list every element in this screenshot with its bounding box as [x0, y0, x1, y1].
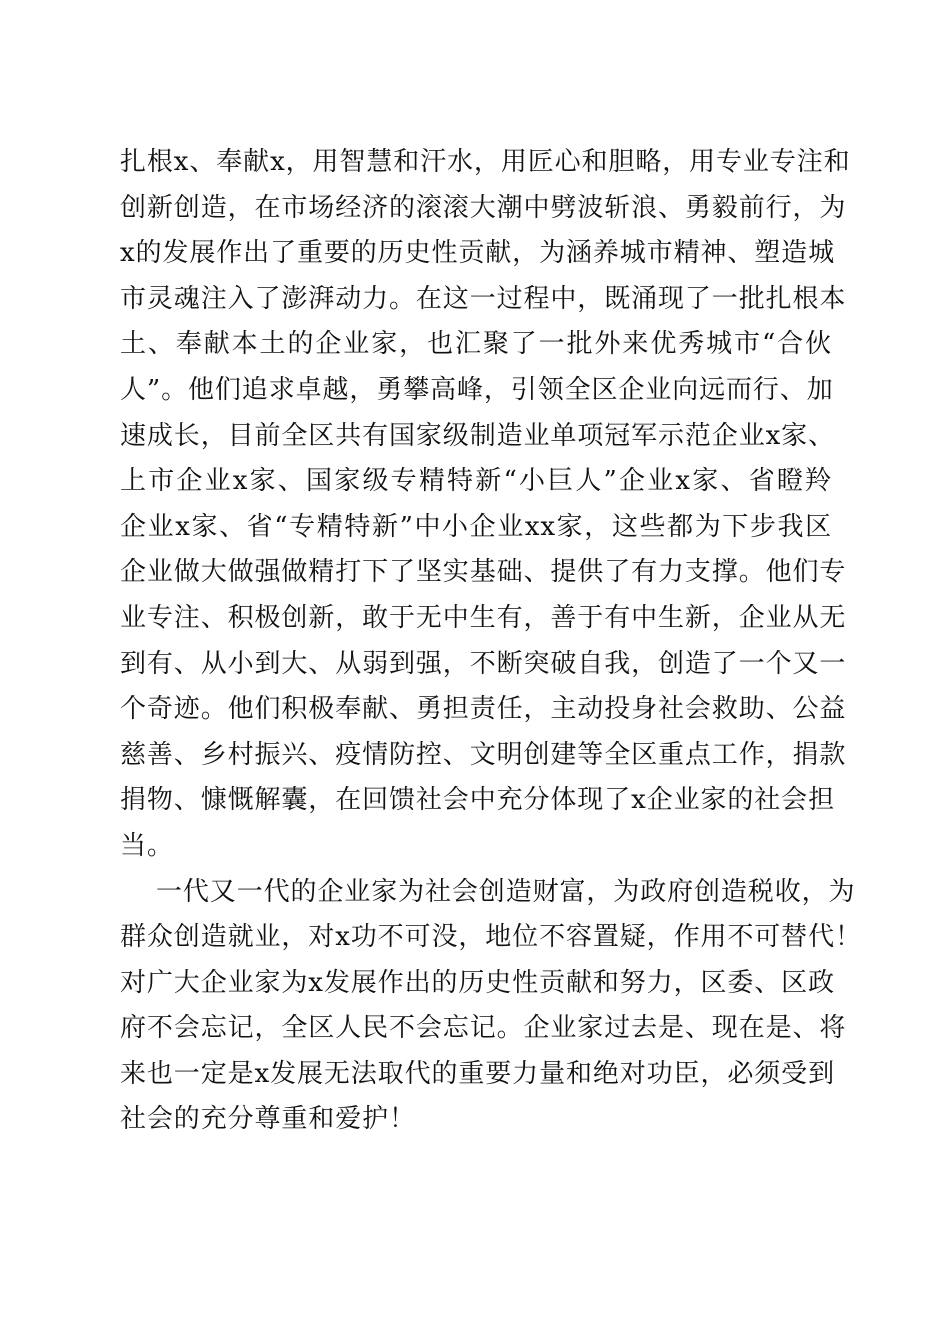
paragraph-line: 个奇迹。他们积极奉献、勇担责任，主动投身社会救助、公益 [120, 694, 847, 725]
paragraph-2 [120, 870, 862, 1144]
paragraph-line: 土、奉献本土的企业家，也汇聚了一批外来优秀城市“合伙 [120, 329, 832, 360]
paragraph-line: 上市企业x家、国家级专精特新“小巨人”企业x家、省瞪羚 [120, 466, 832, 497]
paragraph-line: 一代又一代的企业家为社会创造财富，为政府创造税收，为 [156, 876, 856, 907]
paragraph-line: x的发展作出了重要的历史性贡献，为涵养城市精神、塑造城 [120, 238, 835, 269]
paragraph-line: 人”。他们追求卓越，勇攀高峰，引领全区企业向远而行、加 [120, 374, 834, 405]
paragraph-line: 府不会忘记，全区人民不会忘记。企业家过去是、现在是、将 [120, 1013, 847, 1044]
paragraph-line: 当。 [120, 830, 174, 861]
paragraph-line: 企业做大做强做精打下了坚实基础、提供了有力支撑。他们专 [120, 557, 847, 588]
paragraph-line: 速成长，目前全区共有国家级制造业单项冠军示范企业x家、 [120, 420, 835, 451]
paragraph-line: 对广大企业家为x发展作出的历史性贡献和努力，区委、区政 [120, 967, 835, 998]
paragraph-line: 业专注、积极创新，敢于无中生有，善于有中生新，企业从无 [120, 602, 847, 633]
paragraph-line: 来也一定是x发展无法取代的重要力量和绝对功臣，必须受到 [120, 1058, 835, 1089]
paragraph-line: 社会的充分尊重和爱护！ [120, 1104, 416, 1135]
paragraph-line: 扎根x、奉献x，用智慧和汗水，用匠心和胆略，用专业专注和 [120, 147, 851, 177]
paragraph-line: 企业x家、省“专精特新”中小企业xx家，这些都为下步我区 [120, 511, 832, 542]
paragraph-line: 市灵魂注入了澎湃动力。在这一过程中，既涌现了一批扎根本 [120, 283, 847, 314]
body-text [120, 140, 862, 1143]
paragraph-line: 创新创造，在市场经济的滚滚大潮中劈波斩浪、勇毅前行，为 [120, 192, 847, 223]
paragraph-line: 慈善、乡村振兴、疫情防控、文明创建等全区重点工作，捐款 [120, 739, 847, 770]
paragraph-line: 群众创造就业，对x功不可没，地位不容置疑，作用不可替代！ [120, 922, 862, 953]
paragraph-line: 到有、从小到大、从弱到强，不断突破自我，创造了一个又一 [120, 648, 847, 679]
paragraph-1 [120, 140, 851, 870]
paragraph-line: 捐物、慷慨解囊，在回馈社会中充分体现了x企业家的社会担 [120, 785, 835, 816]
